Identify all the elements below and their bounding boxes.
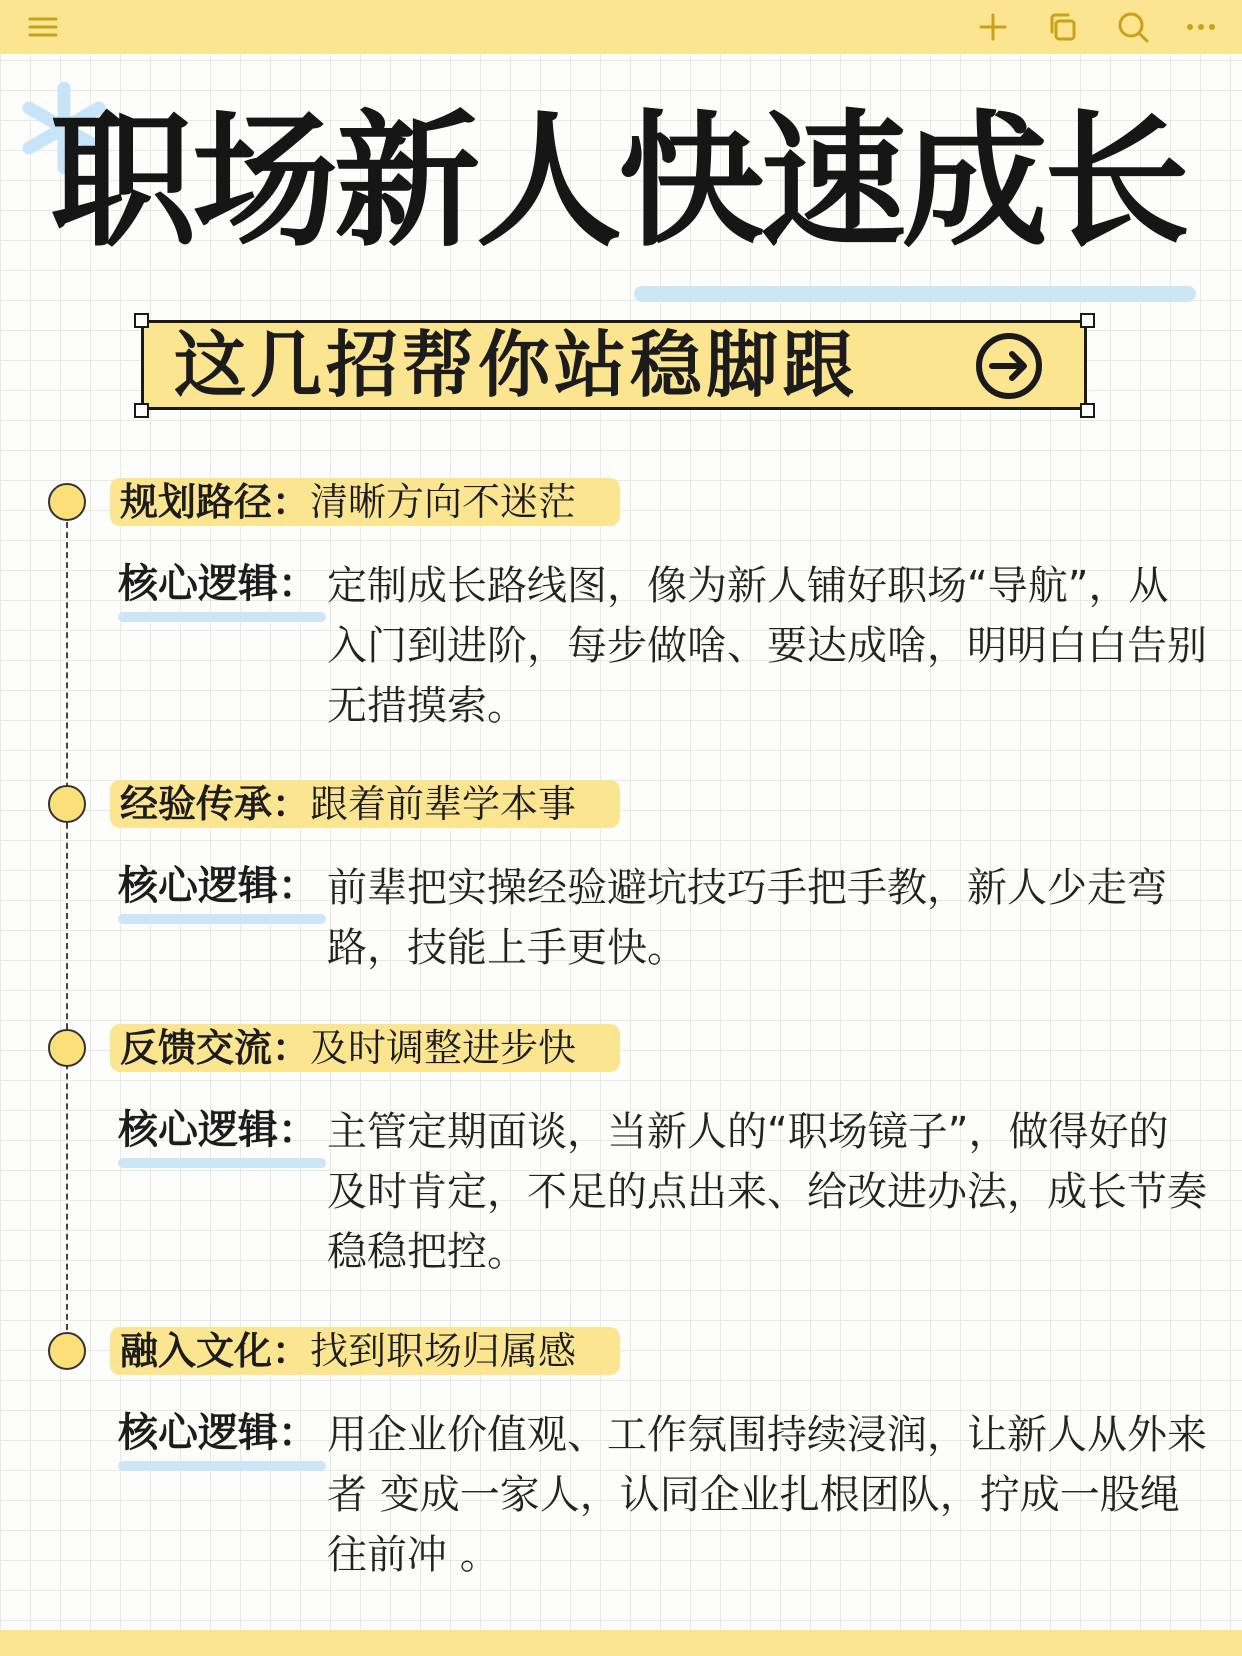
section-body: 主管定期面谈，当新人的“职场镜子”，做得好的及时肯定，不足的点出来、给改进办法，成长节奏稳稳把控。 <box>327 1109 1207 1275</box>
resize-handle-top-left[interactable] <box>134 313 149 328</box>
bottom-bar <box>0 1630 1242 1656</box>
section-heading-value: 跟着前辈学本事 <box>310 782 577 826</box>
resize-handle-bottom-left[interactable] <box>134 403 149 418</box>
menu-icon[interactable] <box>24 8 62 46</box>
title-underline <box>634 286 1196 302</box>
resize-handle-bottom-right[interactable] <box>1080 403 1095 418</box>
section-heading <box>110 1024 620 1072</box>
timeline-dot <box>48 1029 86 1067</box>
section-heading-key: 规划路径： <box>120 480 311 524</box>
subtitle: 这几招帮你站稳脚跟 <box>174 323 859 407</box>
core-logic-underline <box>118 612 326 622</box>
timeline-line <box>66 502 68 1350</box>
subtitle-banner <box>141 320 1087 410</box>
core-logic-label: 核心逻辑： <box>118 561 318 607</box>
section-heading-value: 找到职场归属感 <box>310 1329 577 1373</box>
section-heading-value: 清晰方向不迷茫 <box>310 480 577 524</box>
section-body: 前辈把实操经验避坑技巧手把手教，新人少走弯路，技能上手更快。 <box>327 865 1167 971</box>
timeline-dot <box>48 1332 86 1370</box>
section-heading <box>110 1327 620 1375</box>
section-heading-value: 及时调整进步快 <box>310 1026 577 1070</box>
core-logic-underline <box>118 914 326 924</box>
timeline-dot <box>48 483 86 521</box>
core-logic-label: 核心逻辑： <box>118 1107 318 1153</box>
section-heading <box>110 478 620 526</box>
arrow-right-circle-icon <box>974 331 1044 401</box>
plus-icon[interactable] <box>974 8 1012 46</box>
section-body: 定制成长路线图，像为新人铺好职场“导航”，从入门到进阶，每步做啥、要达成啥，明明白白告别无措摸索。 <box>327 563 1207 729</box>
page-title: 职场新人快速成长 <box>50 97 1186 267</box>
core-logic-label: 核心逻辑： <box>118 1410 318 1456</box>
core-logic-label: 核心逻辑： <box>118 863 318 909</box>
core-logic-underline <box>118 1461 326 1471</box>
search-icon[interactable] <box>1114 8 1152 46</box>
timeline-dot <box>48 785 86 823</box>
section-body: 用企业价值观、工作氛围持续浸润，让新人从外来者 变成一家人，认同企业扎根团队，拧成一股绳往前冲 。 <box>327 1412 1207 1578</box>
section-heading <box>110 780 620 828</box>
section-heading-key: 融入文化： <box>120 1329 311 1373</box>
section-heading-key: 经验传承： <box>120 782 311 826</box>
resize-handle-top-right[interactable] <box>1080 313 1095 328</box>
copy-icon[interactable] <box>1044 8 1082 46</box>
more-icon[interactable] <box>1182 8 1220 46</box>
top-toolbar <box>0 0 1242 54</box>
section-heading-key: 反馈交流： <box>120 1026 311 1070</box>
core-logic-underline <box>118 1158 326 1168</box>
